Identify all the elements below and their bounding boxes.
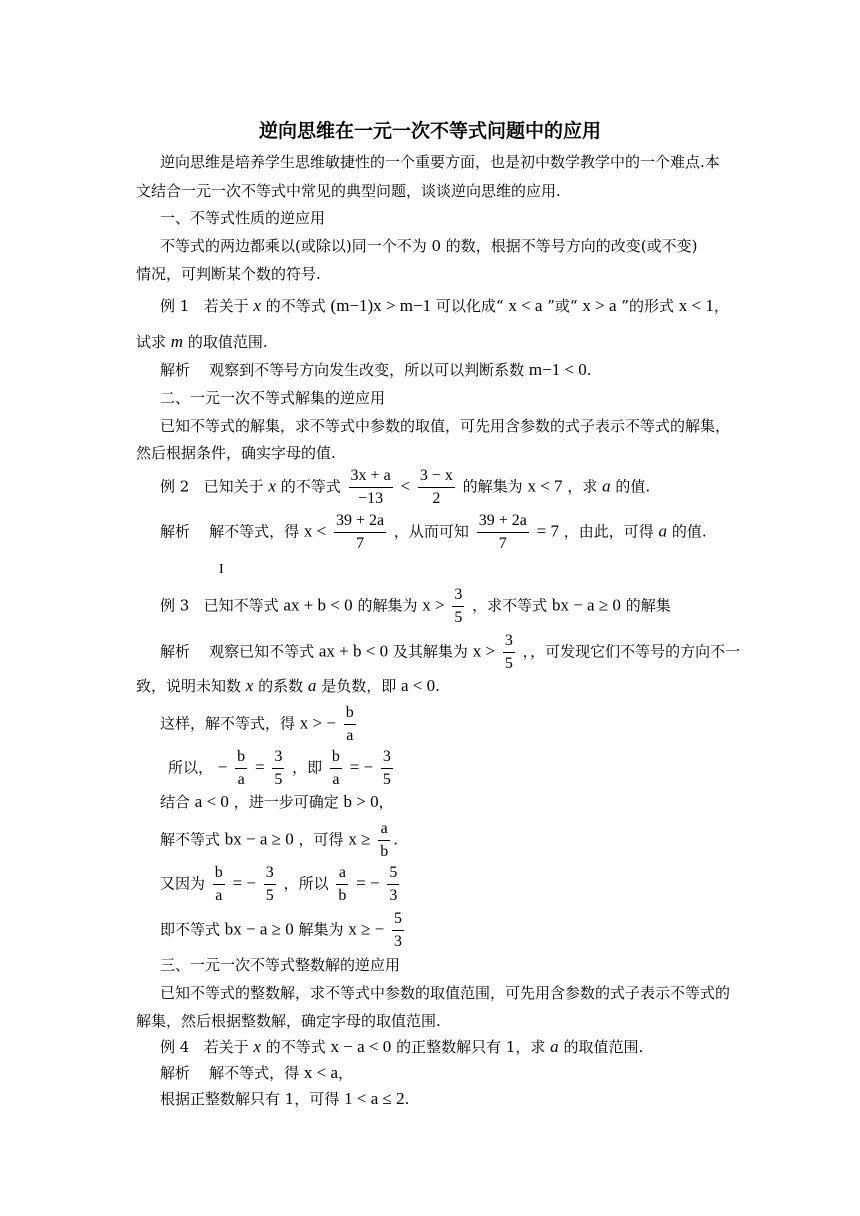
step-text: 结合	[160, 793, 191, 811]
example-1-line-2	[136, 332, 268, 352]
analysis-3-text: 及其解集为	[392, 642, 468, 661]
math-inequality: x >	[472, 641, 496, 661]
fraction-numerator: 3	[381, 746, 393, 769]
math-inequality: a < 0	[401, 676, 436, 695]
step-text: 这样，解不等式，得	[160, 714, 296, 733]
step-1	[160, 702, 359, 747]
fraction-numerator: a	[378, 818, 390, 841]
fraction-numerator: 3x + a	[349, 465, 393, 488]
fraction-numerator: b	[344, 702, 356, 725]
math-inequality: x ≥ −	[348, 919, 385, 939]
conclusion-text: 根据正整数解只有 1，可得	[160, 1090, 340, 1108]
example-4-text: 的不等式	[265, 1038, 326, 1056]
section-3-desc-line-2: 解集，然后根据整数解，确定字母的取值范围.	[136, 1012, 441, 1030]
example-1-text: ”或“	[547, 297, 578, 315]
analysis-3-line-2	[136, 676, 440, 696]
math-fraction	[503, 630, 515, 675]
fraction-numerator: 5	[392, 908, 404, 931]
fraction-denominator: 5	[265, 887, 274, 904]
fraction-denominator: b	[380, 843, 389, 860]
math-variable: x	[268, 476, 276, 496]
example-1-text: 若关于	[203, 297, 249, 315]
math-inequality: 1 < a ≤ 2	[344, 1089, 405, 1108]
step-text: .	[393, 830, 398, 849]
step-text: ，所以	[283, 874, 329, 893]
example-1-line-1	[160, 296, 729, 316]
example-1-text: 的取值范围.	[187, 333, 268, 351]
example-1-text: 可以化成“	[435, 297, 504, 315]
example-2-text: ，求	[567, 477, 598, 496]
math-operator: = −	[232, 873, 257, 893]
math-inequality: bx − a ≥ 0	[224, 829, 294, 849]
example-1-text: ，	[713, 297, 729, 315]
fraction-denominator: a	[215, 887, 223, 904]
analysis-3-text: 观察已知不等式	[209, 642, 315, 661]
fraction-denominator: a	[332, 771, 340, 788]
step-text: 又因为	[160, 874, 206, 893]
math-fraction	[272, 746, 284, 791]
fraction-numerator: b	[330, 746, 342, 769]
example-3	[160, 584, 671, 629]
math-inequality: b > 0	[343, 792, 379, 811]
analysis-2-text: ，由此，可得	[563, 522, 654, 541]
math-fraction	[264, 862, 276, 907]
step-text: ，	[378, 793, 394, 811]
math-inequality: x >	[422, 595, 445, 615]
fraction-numerator: b	[235, 746, 247, 769]
analysis-4-text: 解不等式，得	[209, 1064, 300, 1082]
analysis-2-text: 的值.	[671, 522, 707, 541]
analysis-1-text: 观察到不等号方向发生改变，所以可以判断系数	[209, 361, 525, 379]
fraction-denominator: b	[338, 887, 347, 904]
analysis-1-text: .	[586, 361, 592, 379]
conclusion-text: .	[404, 1090, 410, 1108]
fraction-denominator: 7	[356, 535, 365, 552]
example-4	[160, 1037, 643, 1057]
page-title: 逆向思维在一元一次不等式问题中的应用	[258, 120, 601, 142]
math-inequality: x > −	[299, 713, 336, 733]
step-text: 解集为	[298, 920, 344, 939]
example-3-text: 的解集为	[357, 596, 418, 615]
fraction-denominator: 5	[382, 771, 391, 788]
math-variable: a	[658, 521, 668, 541]
math-equation: = 7	[536, 521, 559, 541]
section-2-desc-line-1: 已知不等式的解集，求不等式中参数的取值，可先用含参数的式子表示不等式的解集，	[160, 417, 731, 435]
math-operator: = −	[356, 873, 380, 893]
math-fraction	[213, 862, 225, 907]
example-4-text: 的取值范围.	[563, 1038, 644, 1056]
example-3-label: 例 3	[160, 596, 190, 615]
math-fraction	[330, 746, 342, 791]
math-fraction	[378, 818, 390, 863]
example-1-text: 试求	[136, 333, 167, 351]
math-fraction	[452, 584, 464, 629]
analysis-3-text: .	[435, 677, 440, 695]
example-1-text: ”的形式	[621, 297, 674, 315]
math-inequality: (m−1)x > m−1	[330, 296, 432, 315]
section-2-heading: 二、一元一次不等式解集的逆应用	[160, 389, 386, 407]
step-text: 所以，	[168, 758, 214, 777]
fraction-denominator: a	[346, 727, 354, 744]
example-3-text: ，求不等式	[472, 596, 548, 615]
analysis-4	[160, 1063, 353, 1083]
step-2	[168, 746, 396, 791]
fraction-denominator: 5	[454, 609, 463, 626]
math-inequality: x > a	[582, 296, 617, 315]
analysis-3-text: 的系数	[258, 677, 304, 695]
analysis-3-label: 解析	[160, 642, 191, 661]
math-fraction	[336, 862, 348, 907]
fraction-denominator: a	[237, 771, 245, 788]
fraction-numerator: 3	[503, 630, 515, 653]
math-fraction	[392, 908, 404, 953]
math-operator: =	[254, 757, 265, 777]
math-variable: m	[170, 332, 184, 351]
math-inequality: m−1 < 0	[528, 360, 587, 379]
example-4-label: 例 4	[160, 1038, 190, 1056]
fraction-denominator: 7	[498, 535, 507, 552]
math-inequality: a < 0	[194, 792, 229, 811]
math-fraction	[334, 510, 386, 555]
analysis-1-label: 解析	[160, 361, 191, 379]
math-inequality: x < a	[508, 296, 543, 315]
math-fraction	[344, 702, 356, 747]
example-2	[160, 465, 650, 510]
math-inequality: x <	[303, 521, 327, 541]
math-fraction	[418, 465, 455, 510]
section-3-heading: 三、一元一次不等式整数解的逆应用	[160, 956, 401, 974]
math-inequality: ax + b < 0	[283, 595, 353, 615]
step-text: ，即	[292, 758, 323, 777]
example-1-text: 的不等式	[265, 297, 326, 315]
intro-paragraph-line-2: 文结合一元一次不等式中常见的典型问题，谈谈逆向思维的应用.	[136, 182, 561, 200]
math-variable: x	[253, 296, 261, 315]
fraction-denominator: 5	[274, 771, 283, 788]
fraction-numerator: a	[336, 862, 348, 885]
math-inequality: ax + b < 0	[318, 641, 389, 661]
analysis-1	[160, 360, 592, 380]
analysis-4-text: ，	[338, 1064, 354, 1082]
analysis-3-text: 致，说明未知数	[136, 677, 242, 695]
analysis-4-label: 解析	[160, 1064, 191, 1082]
fraction-numerator: 3	[272, 746, 284, 769]
math-operator: −	[217, 757, 228, 777]
math-inequality: x < 1	[678, 296, 714, 315]
intro-paragraph-line-1: 逆向思维是培养学生思维敏捷性的一个重要方面，也是初中数学教学中的一个难点.本	[160, 153, 720, 171]
math-fraction	[349, 465, 393, 510]
fraction-numerator: 39 + 2a	[477, 510, 529, 533]
analysis-3-text: 是负数，即	[321, 677, 397, 695]
step-3	[160, 792, 394, 812]
math-variable: x	[253, 1037, 261, 1056]
step-text: ，可得	[298, 830, 344, 849]
fraction-denominator: 3	[394, 933, 403, 950]
math-fraction	[477, 510, 529, 555]
section-3-desc-line-1: 已知不等式的整数解，求不等式中参数的取值范围，可先用含参数的式子表示不等式的	[160, 984, 731, 1002]
math-inequality: x ≥	[348, 829, 371, 849]
example-4-text: 若关于	[203, 1038, 249, 1056]
analysis-2-text: 解不等式，得	[209, 522, 300, 541]
section-1-desc-line-2: 情况，可判断某个数的符号.	[136, 265, 321, 283]
math-fraction	[381, 746, 393, 791]
fraction-numerator: 3	[264, 862, 276, 885]
math-inequality: bx − a ≥ 0	[224, 919, 294, 939]
math-operator: = −	[349, 757, 374, 777]
math-variable: a	[307, 676, 317, 695]
text-cursor: I	[219, 562, 224, 577]
fraction-denominator: 2	[432, 490, 441, 507]
math-inequality: bx − a ≥ 0	[551, 595, 621, 615]
analysis-2-label: 解析	[160, 522, 191, 541]
example-4-text: 的正整数解只有 1，求	[396, 1038, 546, 1056]
fraction-numerator: b	[213, 862, 225, 885]
example-2-text: 的不等式	[280, 477, 341, 496]
example-2-text: 已知关于	[203, 477, 264, 496]
step-text: 即不等式	[160, 920, 221, 939]
example-2-text: 的解集为	[462, 477, 523, 496]
example-2-label: 例 2	[160, 477, 190, 496]
step-4	[160, 818, 398, 863]
math-inequality: x − a < 0	[330, 1037, 392, 1056]
fraction-numerator: 39 + 2a	[334, 510, 386, 533]
fraction-denominator: 5	[504, 655, 513, 672]
example-3-text: 的解集	[625, 596, 671, 615]
math-operator: <	[400, 476, 411, 496]
example-3-text: 已知不等式	[203, 596, 279, 615]
fraction-numerator: 3 − x	[418, 465, 455, 488]
analysis-2-text: ，从而可知	[393, 522, 469, 541]
math-variable: x	[245, 676, 254, 695]
step-5	[160, 862, 402, 907]
section-2-desc-line-2: 然后根据条件，确实字母的值.	[136, 444, 336, 462]
step-6	[160, 908, 407, 953]
example-1-label: 例 1	[160, 297, 190, 315]
math-variable: a	[602, 476, 611, 496]
fraction-numerator: 3	[452, 584, 464, 607]
section-1-desc-line-1: 不等式的两边都乘以(或除以)同一个不为 0 的数，根据不等号方向的改变(或不变)	[160, 237, 698, 255]
math-variable: a	[550, 1037, 559, 1056]
math-fraction	[235, 746, 247, 791]
section-1-heading: 一、不等式性质的逆应用	[160, 209, 326, 227]
fraction-numerator: 5	[387, 862, 399, 885]
step-text: 解不等式	[160, 830, 221, 849]
step-text: ，进一步可确定	[233, 793, 339, 811]
math-inequality: x < a	[303, 1063, 339, 1082]
analysis-3-line-1	[160, 630, 740, 675]
conclusion	[160, 1089, 409, 1109]
fraction-denominator: 3	[389, 887, 398, 904]
math-fraction	[387, 862, 399, 907]
example-2-text: 的值.	[615, 477, 651, 496]
fraction-denominator: −13	[358, 490, 384, 507]
analysis-2	[160, 510, 707, 555]
analysis-3-text: ，，可发现它们不等号的方向不一	[522, 642, 741, 661]
math-inequality: x < 7	[527, 476, 563, 496]
